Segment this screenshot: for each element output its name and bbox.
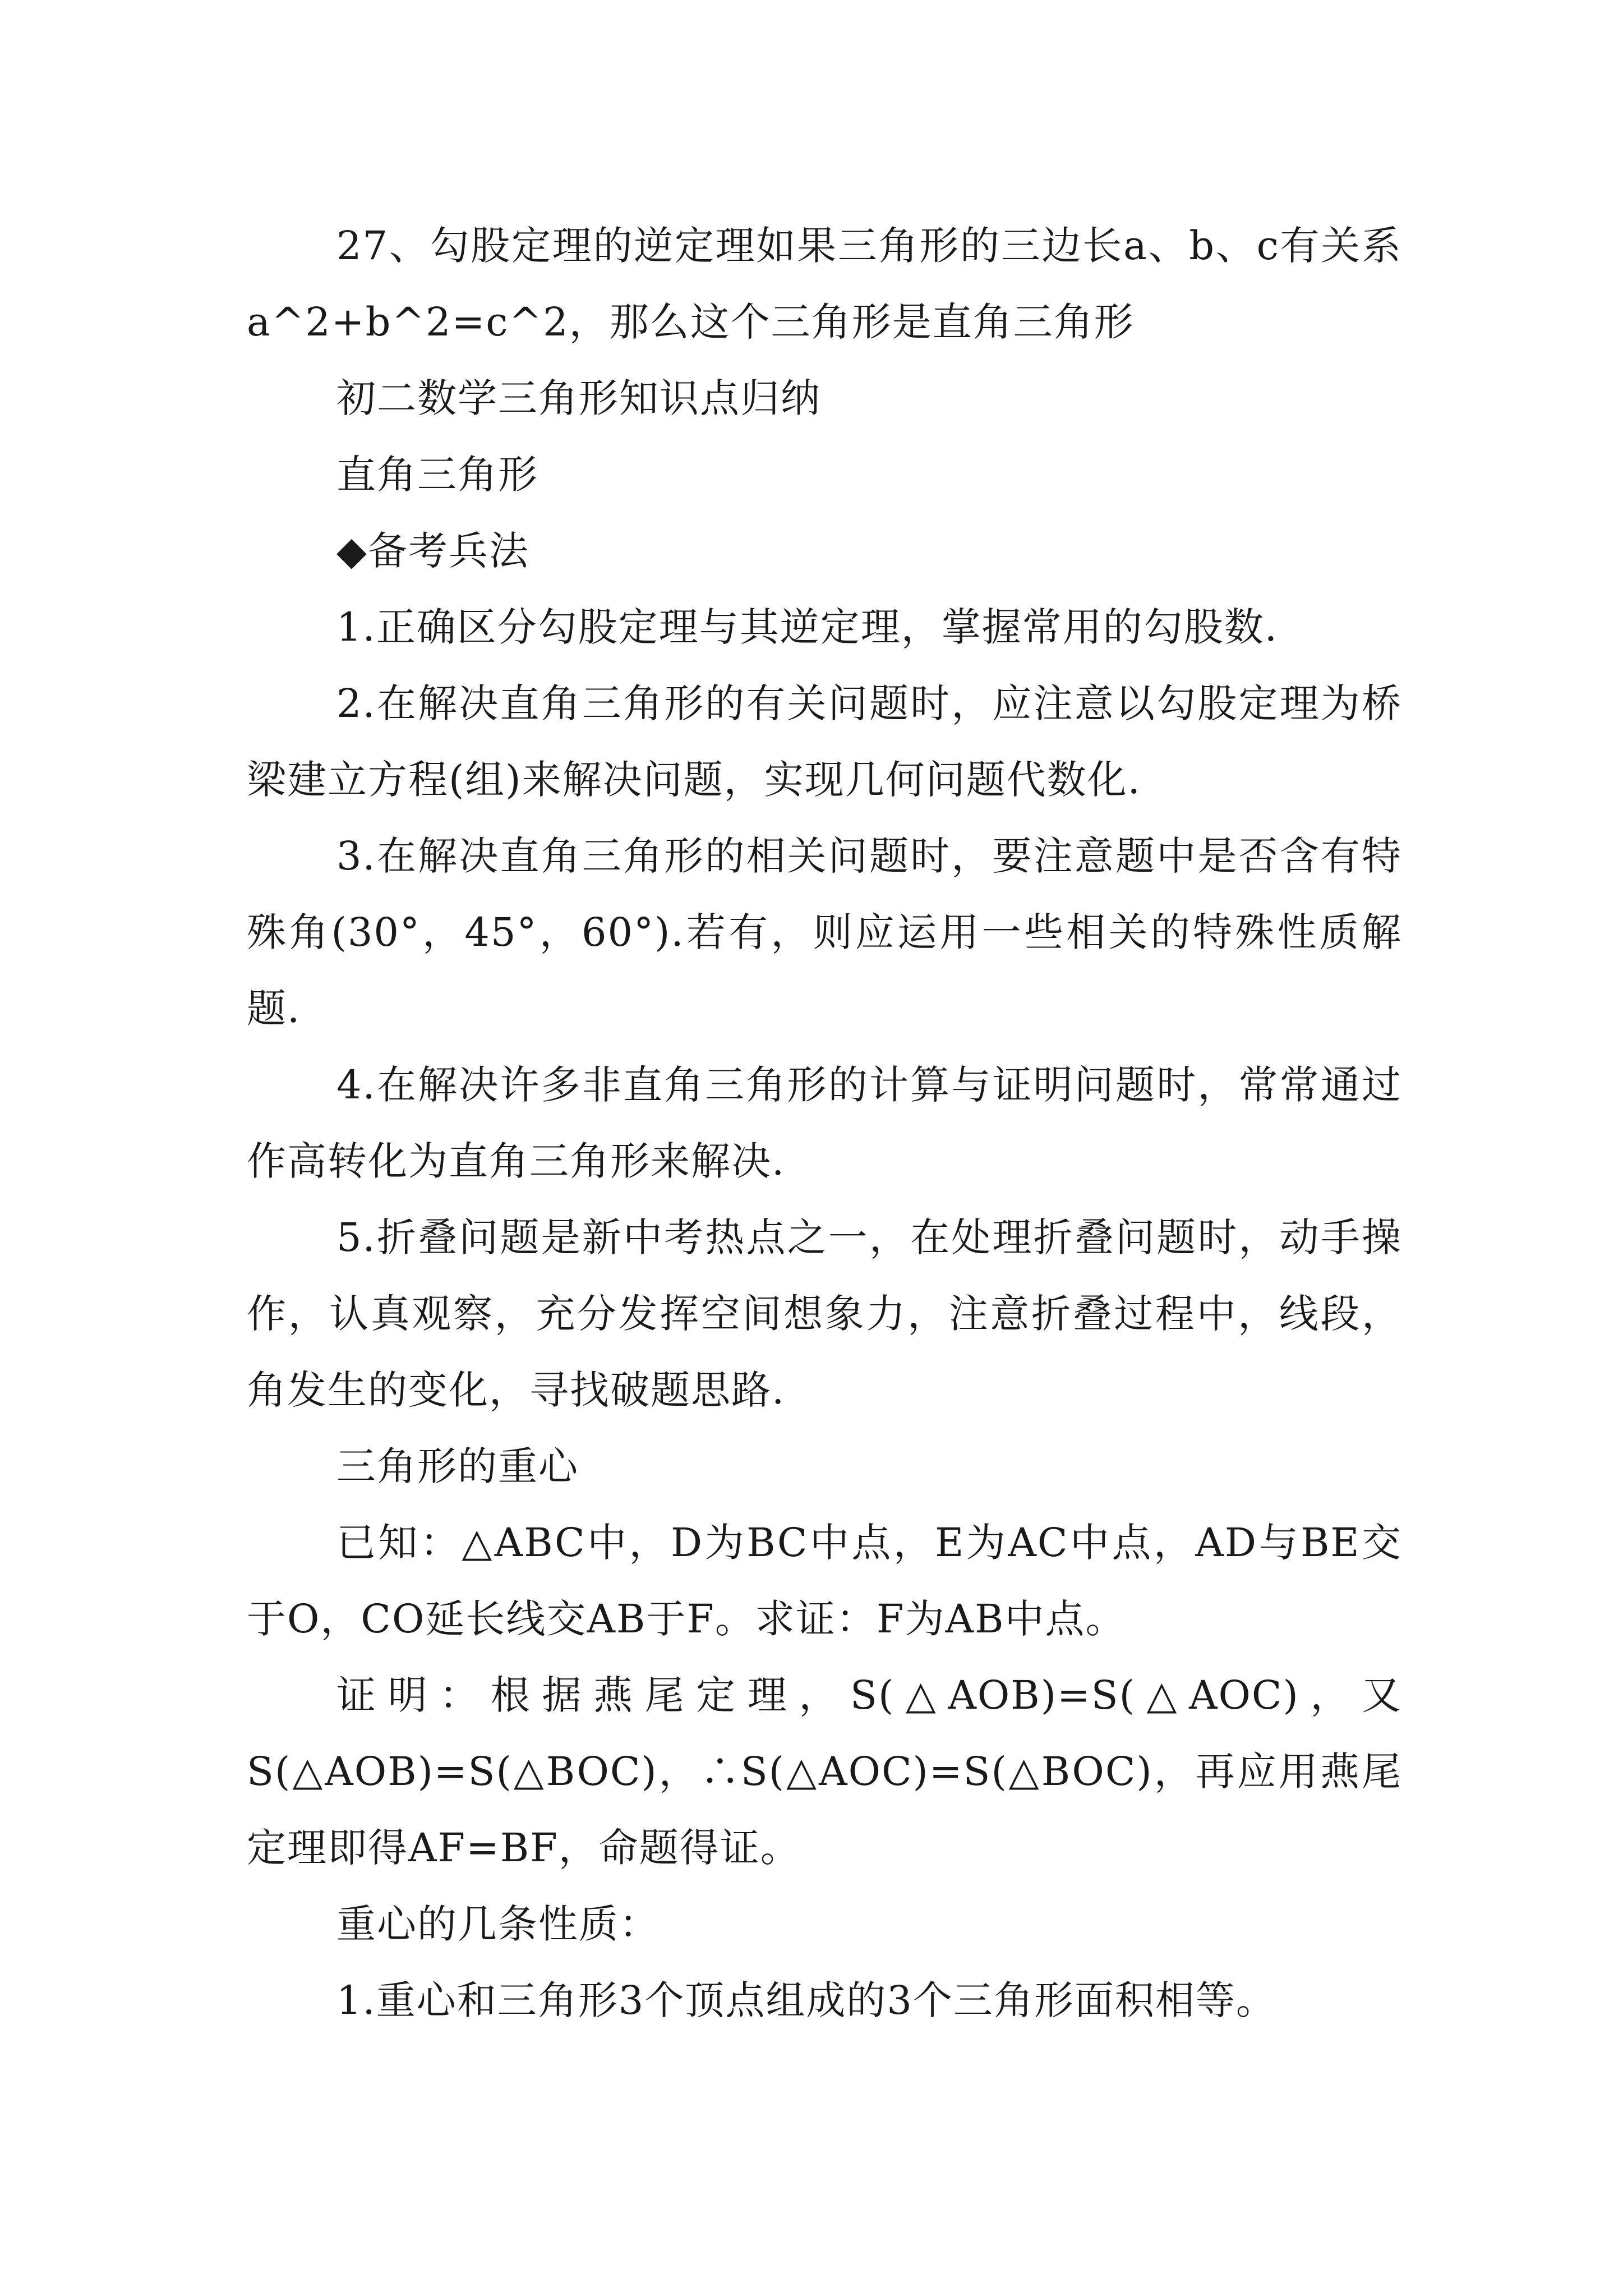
problem-statement: 已知：△ABC中，D为BC中点，E为AC中点，AD与BE交于O，CO延长线交AB于F。求证：F为AB中点。 (247, 1520, 1402, 1642)
list-item-1: 1.正确区分勾股定理与其逆定理，掌握常用的勾股数. (336, 604, 1279, 650)
section-heading-centroid: 三角形的重心 (336, 1443, 579, 1489)
property-item-1: 1.重心和三角形3个顶点组成的3个三角形面积相等。 (336, 1977, 1276, 2023)
subheading-exam-tips: ◆备考兵法 (336, 528, 529, 574)
list-item-3: 3.在解决直角三角形的相关问题时，要注意题中是否含有特殊角(30°，45°，60°).若有，则应运用一些相关的特殊性质解题. (247, 833, 1402, 1032)
section-heading-right-triangle: 直角三角形 (336, 452, 538, 498)
list-item-2: 2.在解决直角三角形的有关问题时，应注意以勾股定理为桥梁建立方程(组)来解决问题，实现几何问题代数化. (247, 680, 1402, 803)
subheading-centroid-properties: 重心的几条性质： (336, 1901, 660, 1947)
paragraph-converse-pythagorean: 27、勾股定理的逆定理如果三角形的三边长a、b、c有关系a^2+b^2=c^2，那么这个三角形是直角三角形 (247, 223, 1402, 345)
document-body (247, 208, 1402, 2039)
list-item-4: 4.在解决许多非直角三角形的计算与证明问题时，常常通过作高转化为直角三角形来解决. (247, 1062, 1402, 1184)
section-heading-triangle-summary: 初二数学三角形知识点归纳 (336, 375, 821, 421)
proof-paragraph: 证明：根据燕尾定理，S(△AOB)=S(△AOC)，又S(△AOB)=S(△BOC)，∴S(△AOC)=S(△BOC)，再应用燕尾定理即得AF=BF，命题得证。 (247, 1672, 1402, 1871)
list-item-5: 5.折叠问题是新中考热点之一，在处理折叠问题时，动手操作，认真观察，充分发挥空间想象力，注意折叠过程中，线段，角发生的变化，寻找破题思路. (247, 1214, 1402, 1413)
